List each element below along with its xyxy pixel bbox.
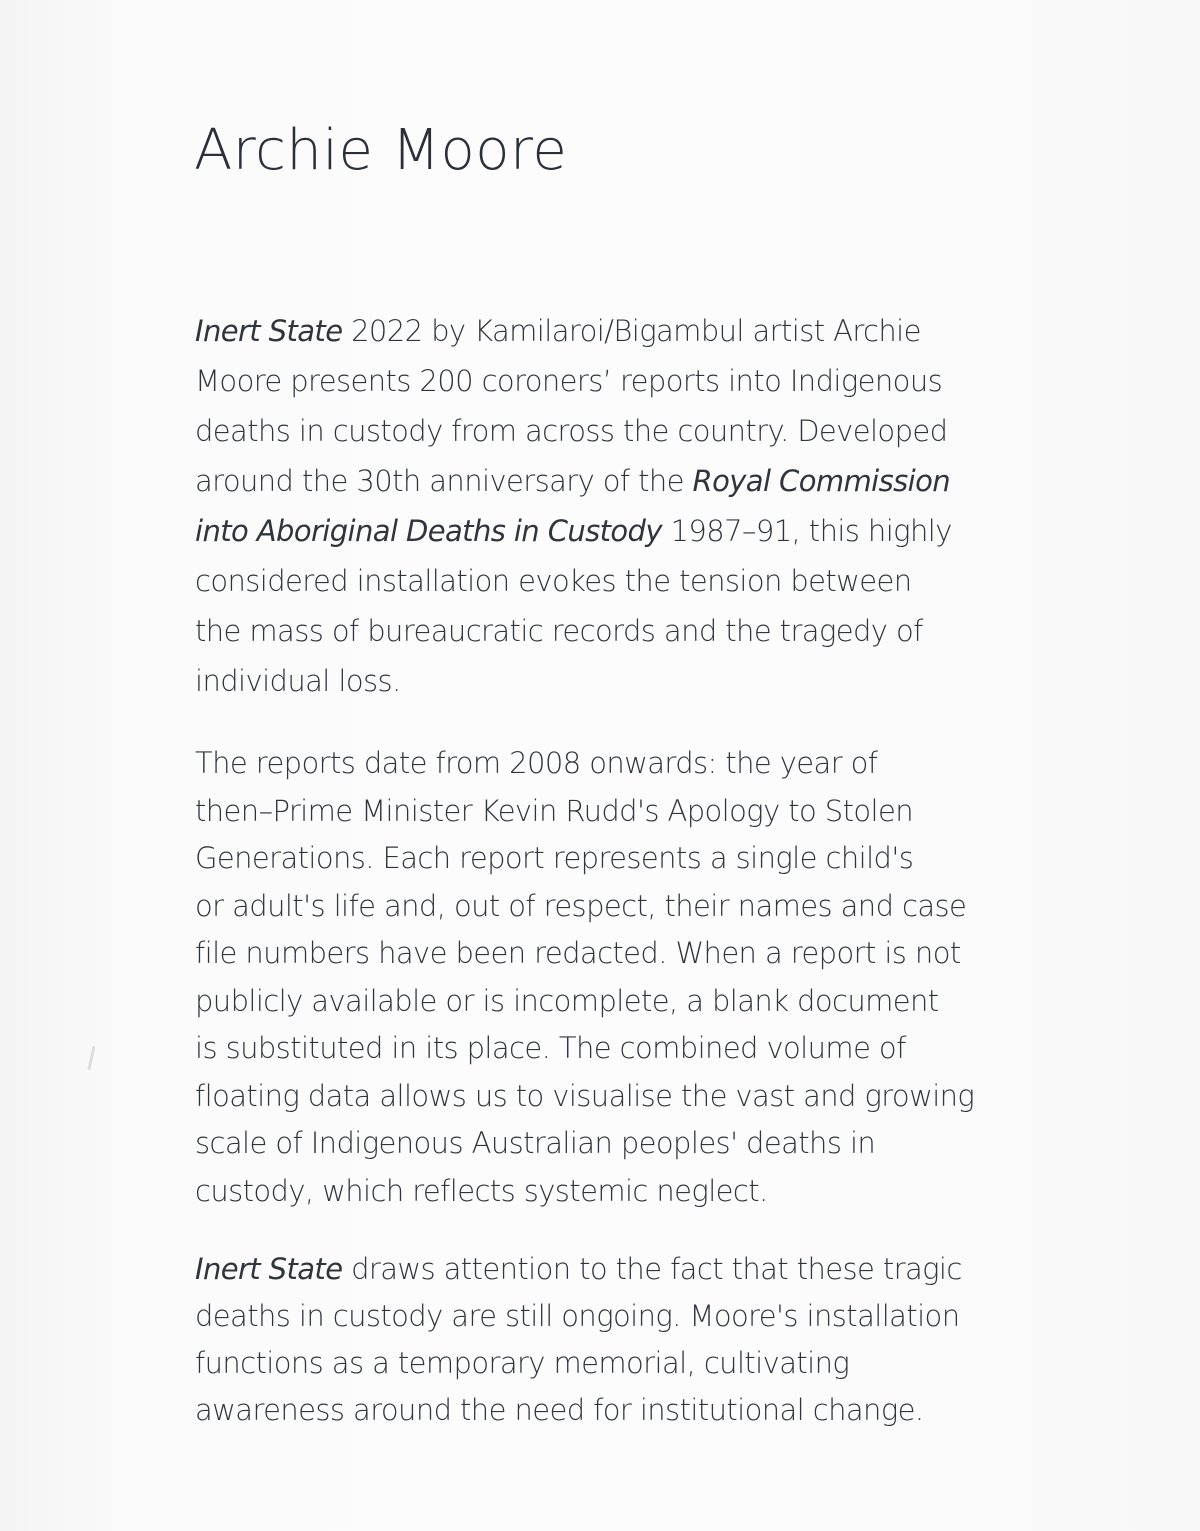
text-line: functions as a temporary memorial, cultivating bbox=[195, 1346, 850, 1380]
text-line bbox=[195, 506, 1095, 556]
line-text: 2022 by Kamilaroi/Bigambul artist Archie bbox=[342, 314, 921, 348]
text-line: individual loss. bbox=[195, 664, 401, 698]
text-line: then–Prime Minister Kevin Rudd's Apology to Stolen bbox=[195, 793, 913, 828]
artwork-title: Inert State bbox=[195, 314, 343, 348]
text-line: deaths in custody are still ongoing. Moore's installation bbox=[195, 1299, 960, 1333]
artist-title: Archie Moore bbox=[194, 118, 568, 183]
artwork-title: Inert State bbox=[195, 1252, 343, 1286]
paragraph-2 bbox=[195, 740, 1095, 1215]
commission-title: into Aboriginal Deaths in Custody bbox=[195, 514, 662, 548]
text-line: awareness around the need for institutional change. bbox=[195, 1393, 924, 1427]
paragraph-3 bbox=[195, 1246, 1095, 1434]
line-text: draws attention to the fact that these tragic bbox=[342, 1252, 962, 1286]
text-line: Generations. Each report represents a single child's bbox=[195, 841, 914, 875]
line-text: around the 30th anniversary of the bbox=[195, 464, 693, 498]
paragraph-1 bbox=[195, 306, 1095, 706]
text-line: deaths in custody from across the country. Developed bbox=[195, 414, 948, 448]
text-line: Moore presents 200 coroners’ reports into Indigenous bbox=[195, 364, 943, 398]
text-line: scale of Indigenous Australian peoples' deaths in bbox=[195, 1126, 876, 1160]
text-line: floating data allows us to visualise the vast and growing bbox=[195, 1078, 975, 1113]
commission-title: Royal Commission bbox=[692, 464, 950, 498]
text-line: the mass of bureaucratic records and the tragedy of bbox=[195, 614, 923, 648]
text-line bbox=[195, 456, 1095, 506]
text-line: custody, which reflects systemic neglect. bbox=[195, 1173, 768, 1208]
line-text: 1987–91, this highly bbox=[661, 514, 952, 548]
text-line: is substituted in its place. The combined volume of bbox=[195, 1031, 906, 1065]
wall-scuff-mark bbox=[88, 1046, 96, 1070]
text-line: considered installation evokes the tension between bbox=[195, 564, 912, 598]
text-line bbox=[195, 306, 1095, 356]
text-line: publicly available or is incomplete, a blank document bbox=[195, 983, 939, 1018]
text-line: The reports date from 2008 onwards: the year of bbox=[195, 746, 878, 780]
text-line: file numbers have been redacted. When a report is not bbox=[195, 936, 961, 970]
text-line: or adult's life and, out of respect, their names and case bbox=[195, 888, 967, 923]
text-line bbox=[195, 1246, 1095, 1293]
